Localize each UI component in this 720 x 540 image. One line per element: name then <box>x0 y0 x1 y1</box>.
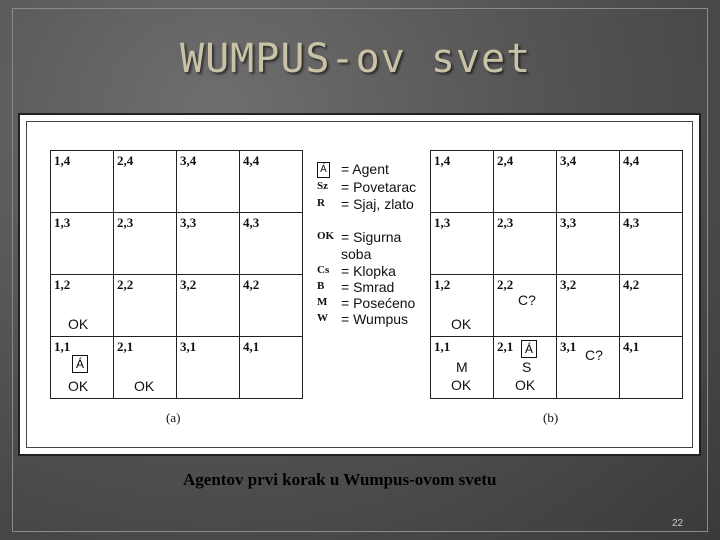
legend-label: = Sjaj, zlato <box>341 196 414 212</box>
legend-label: = Wumpus <box>341 311 409 327</box>
figure-border <box>26 121 693 448</box>
cell-b-3-2 <box>557 275 620 337</box>
legend-symbol: W <box>317 312 328 324</box>
cell-a-4-1 <box>240 337 303 399</box>
cell-coord: 2,2 <box>497 277 514 292</box>
ok-mark: OK <box>515 377 536 393</box>
cell-coord: 4,4 <box>623 153 640 168</box>
agent-icon: Á <box>72 355 88 373</box>
cell-b-4-1 <box>620 337 683 399</box>
cell-a-2-2 <box>114 275 177 337</box>
grid-b-label: (b) <box>543 410 559 425</box>
cell-coord: 4,2 <box>243 277 260 292</box>
legend-symbol: M <box>317 296 328 308</box>
cell-a-3-2 <box>177 275 240 337</box>
cell-b-1-1 <box>431 337 494 399</box>
visited-mark: M <box>456 359 468 375</box>
cell-b-2-1 <box>494 337 557 399</box>
cell-a-4-4 <box>240 151 303 213</box>
cell-coord: 4,3 <box>243 215 260 230</box>
cell-coord: 4,2 <box>623 277 640 292</box>
legend-label: = Sigurna <box>341 229 402 245</box>
cell-b-3-4 <box>557 151 620 213</box>
cell-coord: 1,4 <box>54 153 71 168</box>
legend-symbol: Sz <box>317 180 328 192</box>
cell-b-4-4 <box>620 151 683 213</box>
cell-coord: 1,3 <box>54 215 71 230</box>
legend-symbol: R <box>317 197 325 209</box>
cell-coord: 3,1 <box>180 339 197 354</box>
cell-coord: 1,2 <box>54 277 71 292</box>
cell-coord: 2,4 <box>117 153 134 168</box>
cell-b-4-3 <box>620 213 683 275</box>
cell-b-2-3 <box>494 213 557 275</box>
cell-coord: 3,4 <box>180 153 197 168</box>
cell-coord: 3,3 <box>560 215 577 230</box>
cell-b-2-4 <box>494 151 557 213</box>
cell-a-4-3 <box>240 213 303 275</box>
ok-mark: OK <box>68 378 89 394</box>
cell-b-2-2 <box>494 275 557 337</box>
pit-question-mark: C? <box>585 347 603 363</box>
legend-label: = Agent <box>341 161 389 177</box>
cell-coord: 1,2 <box>434 277 451 292</box>
cell-a-3-3 <box>177 213 240 275</box>
cell-coord: 2,1 <box>497 339 514 354</box>
cell-coord: 4,1 <box>623 339 640 354</box>
legend-label: = Smrad <box>341 279 395 295</box>
cell-coord: 3,4 <box>560 153 577 168</box>
ok-mark: OK <box>451 377 472 393</box>
page-number: 22 <box>672 518 684 529</box>
cell-coord: 3,2 <box>180 277 197 292</box>
cell-a-1-2 <box>51 275 114 337</box>
cell-coord: 1,3 <box>434 215 451 230</box>
legend-symbol: OK <box>317 230 335 242</box>
cell-b-3-1 <box>557 337 620 399</box>
agent-icon: Á <box>317 162 330 178</box>
cell-a-2-4 <box>114 151 177 213</box>
grid-a-label: (a) <box>166 410 181 425</box>
legend-label: = Povetarac <box>341 179 417 195</box>
cell-coord: 4,3 <box>623 215 640 230</box>
cell-b-1-2 <box>431 275 494 337</box>
grid-a <box>50 150 303 399</box>
agent-icon: Á <box>521 340 537 358</box>
slide-title: WUMPUS-ov svet <box>180 36 532 82</box>
cell-b-1-4 <box>431 151 494 213</box>
cell-coord: 4,1 <box>243 339 260 354</box>
cell-coord: 1,1 <box>434 339 451 354</box>
cell-b-3-3 <box>557 213 620 275</box>
cell-a-3-4 <box>177 151 240 213</box>
cell-coord: 3,1 <box>560 339 577 354</box>
cell-a-4-2 <box>240 275 303 337</box>
legend-symbol: B <box>317 280 325 292</box>
legend-label: = Posećeno <box>341 295 416 311</box>
cell-coord: 2,1 <box>117 339 134 354</box>
cell-coord: 1,4 <box>434 153 451 168</box>
cell-a-1-4 <box>51 151 114 213</box>
wumpus-figure <box>18 113 701 456</box>
cell-coord: 2,2 <box>117 277 134 292</box>
grid-b <box>430 150 683 399</box>
legend-label: = Klopka <box>341 263 396 279</box>
cell-coord: 2,3 <box>497 215 514 230</box>
ok-mark: OK <box>451 316 472 332</box>
cell-coord: 2,3 <box>117 215 134 230</box>
cell-coord: 3,3 <box>180 215 197 230</box>
cell-b-4-2 <box>620 275 683 337</box>
cell-coord: 1,1 <box>54 339 71 354</box>
figure-caption: Agentov prvi korak u Wumpus-ovom svetu <box>183 470 497 489</box>
stench-mark: S <box>522 359 532 375</box>
cell-a-2-1 <box>114 337 177 399</box>
cell-coord: 4,4 <box>243 153 260 168</box>
legend-label: soba <box>341 246 372 262</box>
cell-a-1-1 <box>51 337 114 399</box>
ok-mark: OK <box>134 378 155 394</box>
ok-mark: OK <box>68 316 89 332</box>
cell-a-2-3 <box>114 213 177 275</box>
cell-a-1-3 <box>51 213 114 275</box>
cell-a-3-1 <box>177 337 240 399</box>
cell-coord: 2,4 <box>497 153 514 168</box>
cell-coord: 3,2 <box>560 277 577 292</box>
pit-question-mark: C? <box>518 292 536 308</box>
legend-symbol: Cs <box>317 264 330 276</box>
cell-b-1-3 <box>431 213 494 275</box>
